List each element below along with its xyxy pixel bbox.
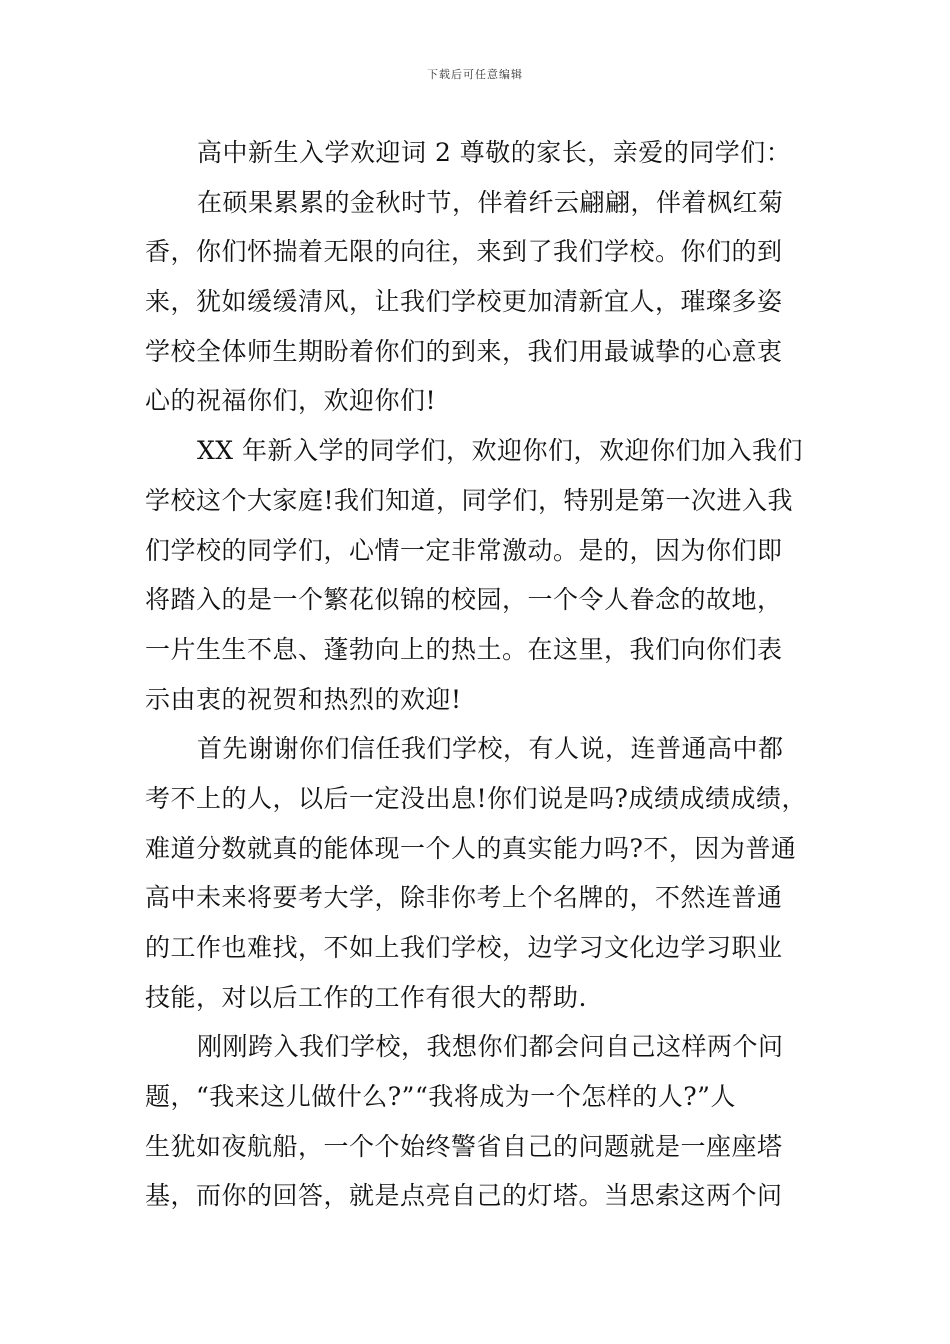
text-line: 来，犹如缓缓清风，让我们学校更加清新宜人，璀璨多姿: [145, 287, 783, 317]
text-line: 学校这个大家庭!我们知道，同学们，特别是第一次进入我: [145, 485, 794, 515]
text-line: 难道分数就真的能体现一个人的真实能力吗?不，因为普通: [145, 833, 797, 863]
document-body: [145, 128, 810, 1221]
text-line: 将踏入的是一个繁花似锦的校园，一个令人眷念的故地，: [145, 585, 783, 615]
text-line: XX 年新入学的同学们，欢迎你们，欢迎你们加入我们: [197, 436, 804, 466]
page-header-note: 下载后可任意编辑: [427, 68, 523, 81]
text-line: 题，“我来这儿做什么?”“我将成为一个怎样的人?”人: [145, 1082, 736, 1112]
text-line: 生犹如夜航船，一个个始终警省自己的问题就是一座座塔: [145, 1131, 783, 1161]
text-line: 们学校的同学们，心情一定非常激动。是的，因为你们即: [145, 535, 783, 565]
text-line: 学校全体师生期盼着你们的到来，我们用最诚挚的心意衷: [145, 336, 783, 366]
text-line: 基，而你的回答，就是点亮自己的灯塔。当思索这两个问: [145, 1181, 783, 1211]
text-line: 首先谢谢你们信任我们学校，有人说，连普通高中都: [197, 734, 784, 764]
text-line: 香，你们怀揣着无限的向往，来到了我们学校。你们的到: [145, 237, 783, 267]
text-line: 高中新生入学欢迎词 2 尊敬的家长，亲爱的同学们：: [197, 138, 792, 167]
text-line: 示由衷的祝贺和热烈的欢迎!: [145, 684, 462, 714]
text-line: 高中未来将要考大学，除非你考上个名牌的，不然连普通: [145, 883, 783, 913]
text-line: 在硕果累累的金秋时节，伴着纤云翩翩，伴着枫红菊: [197, 187, 784, 217]
text-line: 心的祝福你们，欢迎你们!: [145, 386, 437, 416]
text-line: 考不上的人，以后一定没出息!你们说是吗?成绩成绩成绩，: [145, 783, 807, 813]
text-line: 刚刚跨入我们学校，我想你们都会问自己这样两个问: [197, 1032, 784, 1062]
text-line: 技能，对以后工作的工作有很大的帮助.: [145, 982, 587, 1012]
text-line: 一片生生不息、蓬勃向上的热土。在这里，我们向你们表: [145, 634, 783, 664]
text-line: 的工作也难找，不如上我们学校，边学习文化边学习职业: [145, 933, 783, 962]
